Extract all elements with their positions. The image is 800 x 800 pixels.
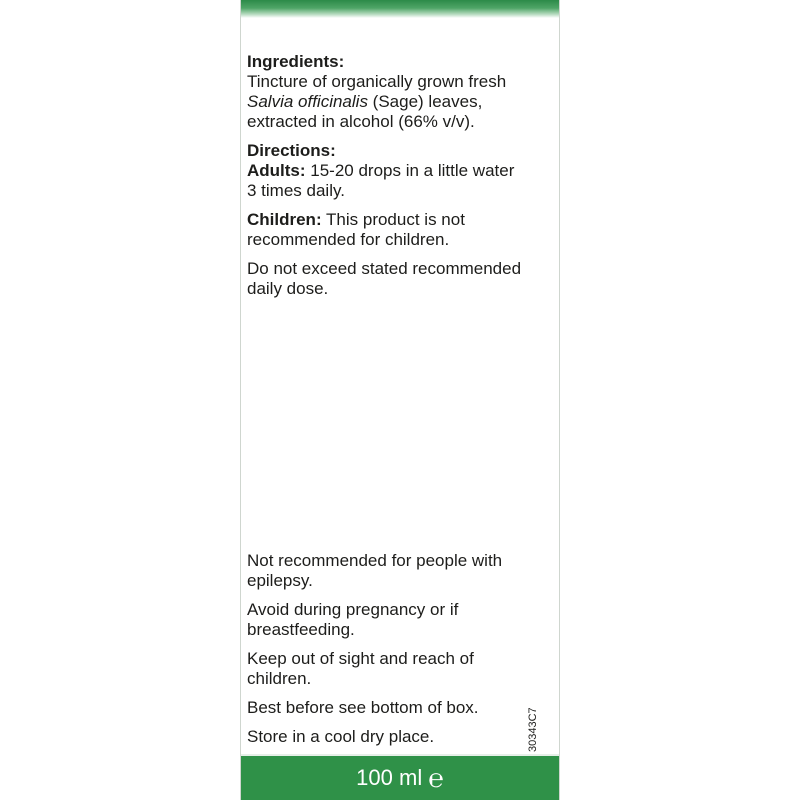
children-line-1 <box>247 210 555 230</box>
bottom-green-bar <box>241 754 559 800</box>
reach-line-1: Keep out of sight and reach of <box>247 649 474 668</box>
ingredients-line-3: extracted in alcohol (66% v/v). <box>247 112 475 131</box>
label-panel <box>240 0 560 800</box>
children-label: Children: <box>247 210 322 229</box>
epilepsy-line-1: Not recommended for people with <box>247 551 503 570</box>
ingredients-heading: Ingredients: <box>247 52 345 71</box>
children-line-2: recommended for children. <box>247 230 450 249</box>
ingredients-directions-block <box>247 52 555 299</box>
best-before-line: Best before see bottom of box. <box>247 698 479 717</box>
children-text-1: This product is not <box>321 210 465 229</box>
warnings-block <box>247 551 555 747</box>
ingredients-line-2-rest: (Sage) leaves, <box>367 92 483 111</box>
epilepsy-line-2: epilepsy. <box>247 571 313 590</box>
pregnancy-line-2: breastfeeding. <box>247 620 355 639</box>
dose-line-1: Do not exceed stated recommended <box>247 259 522 278</box>
latin-name: Salvia officinalis <box>247 92 368 111</box>
product-code: 30343C7 <box>527 707 539 752</box>
dose-line-2: daily dose. <box>247 279 329 298</box>
adults-label: Adults: <box>247 161 306 180</box>
ingredients-line-1: Tincture of organically grown fresh <box>247 72 507 91</box>
adults-line-1 <box>247 161 555 181</box>
adults-line-2: 3 times daily. <box>247 181 345 200</box>
adults-text-1: 15-20 drops in a little water <box>305 161 515 180</box>
storage-line: Store in a cool dry place. <box>247 727 435 746</box>
directions-heading: Directions: <box>247 141 336 160</box>
estimated-sign-icon: ℮ <box>428 763 444 793</box>
product-code-wrap <box>527 707 541 800</box>
pregnancy-line-1: Avoid during pregnancy or if <box>247 600 459 619</box>
ingredients-line-2 <box>247 92 555 112</box>
top-green-strip <box>241 0 559 18</box>
reach-line-2: children. <box>247 669 312 688</box>
volume-label: 100 ml <box>356 765 423 790</box>
